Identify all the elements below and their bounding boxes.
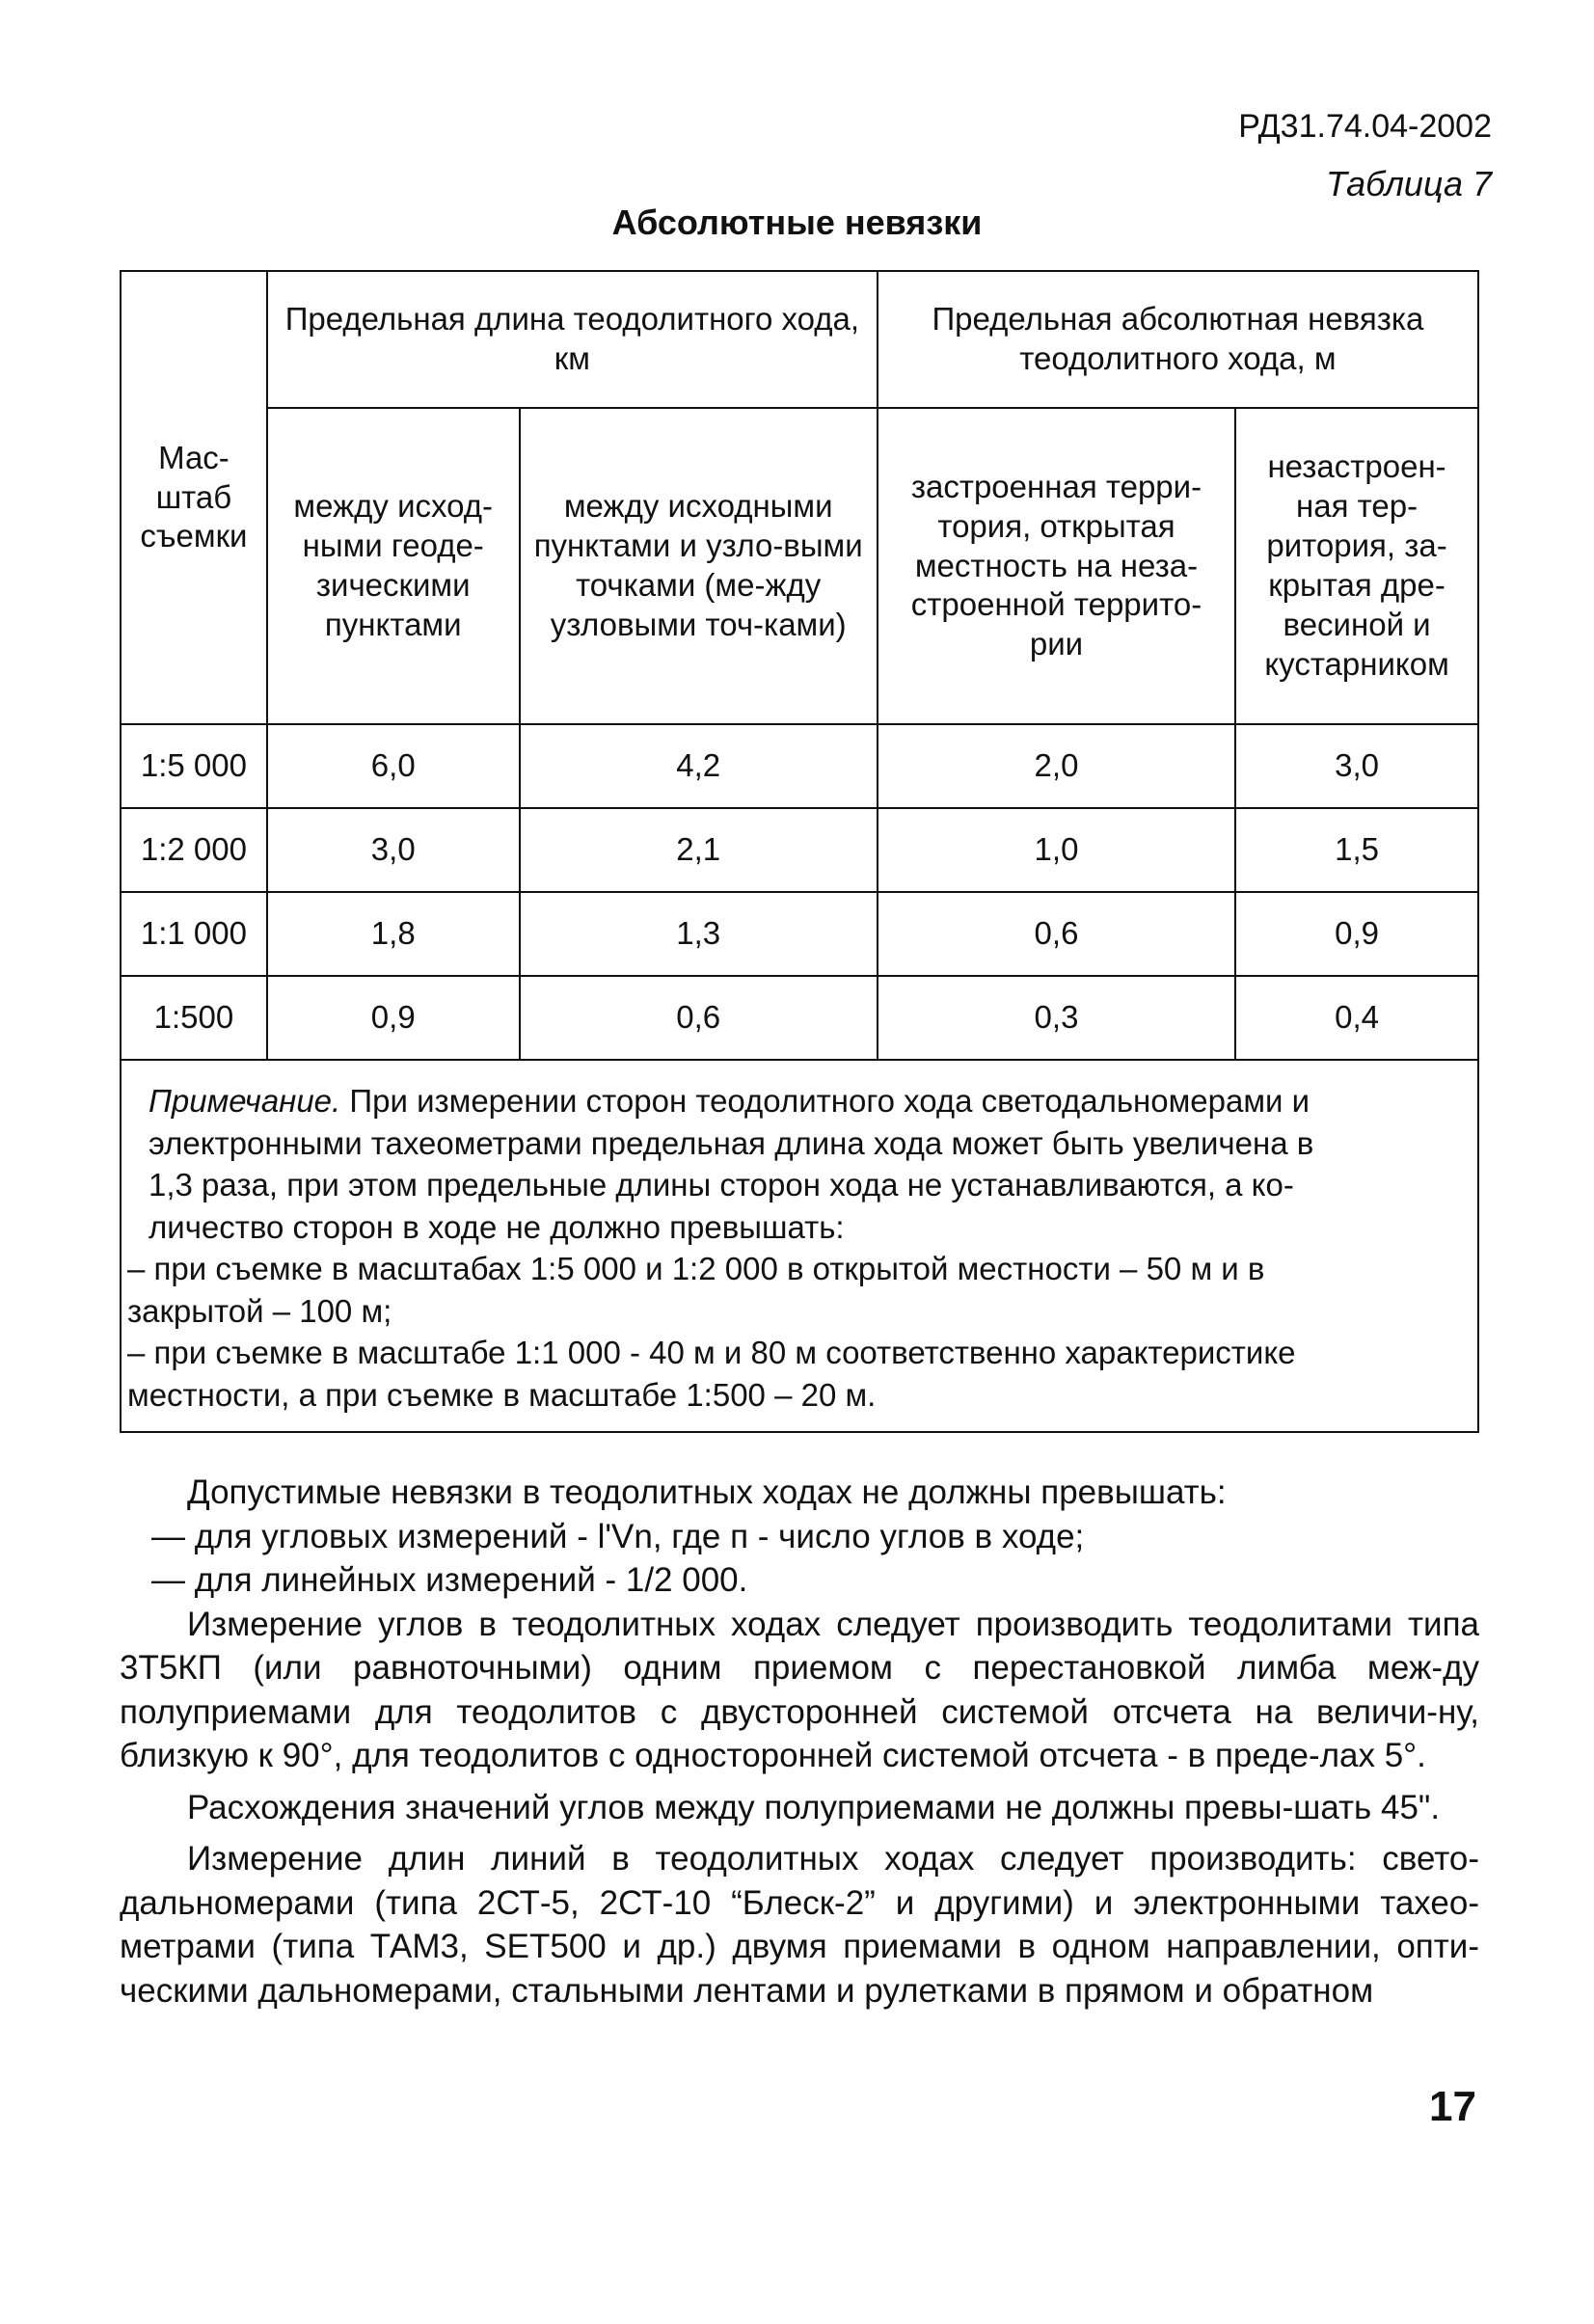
table-cell: 1,3 bbox=[520, 892, 878, 976]
page-number: 17 bbox=[1429, 2083, 1476, 2130]
table-cell: 1,0 bbox=[878, 808, 1235, 892]
note-line: закрытой – 100 м; bbox=[127, 1292, 392, 1329]
note-label: Примечание. bbox=[149, 1083, 341, 1119]
table-cell: 0,4 bbox=[1235, 976, 1478, 1060]
header-max-absolute-misclosure: Предельная абсолютная невязка теодолитного хода, м bbox=[878, 271, 1478, 408]
table-note-row bbox=[121, 1060, 1478, 1432]
subheader-between-nodal-points: между исходными пунктами и узло-выми точками (ме-жду узловыми точ-ками) bbox=[520, 408, 878, 724]
table-cell: 3,0 bbox=[1235, 724, 1478, 808]
table-row bbox=[121, 808, 1478, 892]
table-subheader-row bbox=[121, 408, 1478, 724]
body-text bbox=[120, 1471, 1479, 2013]
list-item-linear: — для линейных измерений - 1/2 000. bbox=[151, 1561, 748, 1599]
subheader-between-geodetic-points: между исход-ными геоде-зическими пунктами bbox=[267, 408, 520, 724]
subheader-built-up-territory: застроенная терри-тория, открытая местность на неза-строенной террито-рии bbox=[878, 408, 1235, 724]
table-cell: 1,5 bbox=[1235, 808, 1478, 892]
table-note bbox=[121, 1060, 1478, 1432]
table-cell: 0,9 bbox=[1235, 892, 1478, 976]
table-cell: 0,3 bbox=[878, 976, 1235, 1060]
document-code: РД31.74.04-2002 bbox=[1238, 108, 1492, 145]
table-cell: 2,1 bbox=[520, 808, 878, 892]
paragraph-angle-measurement: Измерение углов в теодолитных ходах следует производить теодолитами типа 3Т5КП (или равноточными) одним приемом с перестановкой лимба меж-ду полуприемами для теодолитов с двусторонней системой отсчета на величи-ну, близкую к 90°, для теодолитов с односторонней системой отсчета - в преде-лах 5°. bbox=[120, 1605, 1479, 1774]
paragraph-length-measurement: Измерение длин линий в теодолитных ходах следует производить: свето-дальномерами (типа 2СТ-5, 2СТ-10 “Блеск-2” и другими) и электронными тахео-метрами (типа ТАМ3, SET500 и др.) двумя приемами в одном направлении, опти-ческими дальномерами, стальными лентами и рулетками в прямом и обратном bbox=[120, 1840, 1479, 2010]
table-title: Абсолютные невязки bbox=[611, 203, 983, 242]
table-cell: 0,6 bbox=[520, 976, 878, 1060]
table-cell: 1:5 000 bbox=[121, 724, 267, 808]
note-line: – при съемке в масштабе 1:1 000 - 40 м и 80 м соответственно характеристике bbox=[127, 1335, 1296, 1371]
list-item-angular: — для угловых измерений - l'Vn, где п - число углов в ходе; bbox=[151, 1517, 1085, 1555]
table-row bbox=[121, 724, 1478, 808]
table-cell: 0,9 bbox=[267, 976, 520, 1060]
absolute-misclosure-table bbox=[120, 270, 1479, 1433]
note-line: личество сторон в ходе не должно превышать: bbox=[149, 1208, 845, 1245]
note-line: 1,3 раза, при этом предельные длины сторон хода не устанавливаются, а ко- bbox=[149, 1167, 1294, 1203]
table-cell: 1,8 bbox=[267, 892, 520, 976]
paragraph-permissible-misclosures: Допустимые невязки в теодолитных ходах не должны превышать: bbox=[187, 1473, 1227, 1511]
table-row bbox=[121, 976, 1478, 1060]
header-max-traverse-length: Предельная длина теодолитного хода, км bbox=[267, 271, 878, 408]
table-cell: 0,6 bbox=[878, 892, 1235, 976]
table-cell: 3,0 bbox=[267, 808, 520, 892]
table-cell: 1:2 000 bbox=[121, 808, 267, 892]
note-line: При измерении сторон теодолитного хода светодальномерами и bbox=[349, 1083, 1310, 1119]
table-number-label: Таблица 7 bbox=[1325, 164, 1492, 203]
table-header-row bbox=[121, 271, 1478, 408]
table-cell: 4,2 bbox=[520, 724, 878, 808]
table-row bbox=[121, 892, 1478, 976]
table-cell: 1:500 bbox=[121, 976, 267, 1060]
note-line: – при съемке в масштабах 1:5 000 и 1:2 000 в открытой местности – 50 м и в bbox=[127, 1251, 1265, 1287]
header-scale: Мас-штаб съемки bbox=[121, 271, 267, 724]
table-cell: 1:1 000 bbox=[121, 892, 267, 976]
note-line: электронными тахеометрами предельная длина хода может быть увеличена в bbox=[149, 1124, 1314, 1161]
note-line: местности, а при съемке в масштабе 1:500 – 20 м. bbox=[127, 1376, 877, 1413]
paragraph-angle-discrepancy: Расхождения значений углов между полуприемами не должны превы-шать 45". bbox=[187, 1788, 1441, 1826]
table-cell: 2,0 bbox=[878, 724, 1235, 808]
table-cell: 6,0 bbox=[267, 724, 520, 808]
subheader-closed-territory: незастроен-ная тер-ритория, за-крытая дре-весиной и кустарником bbox=[1235, 408, 1478, 724]
